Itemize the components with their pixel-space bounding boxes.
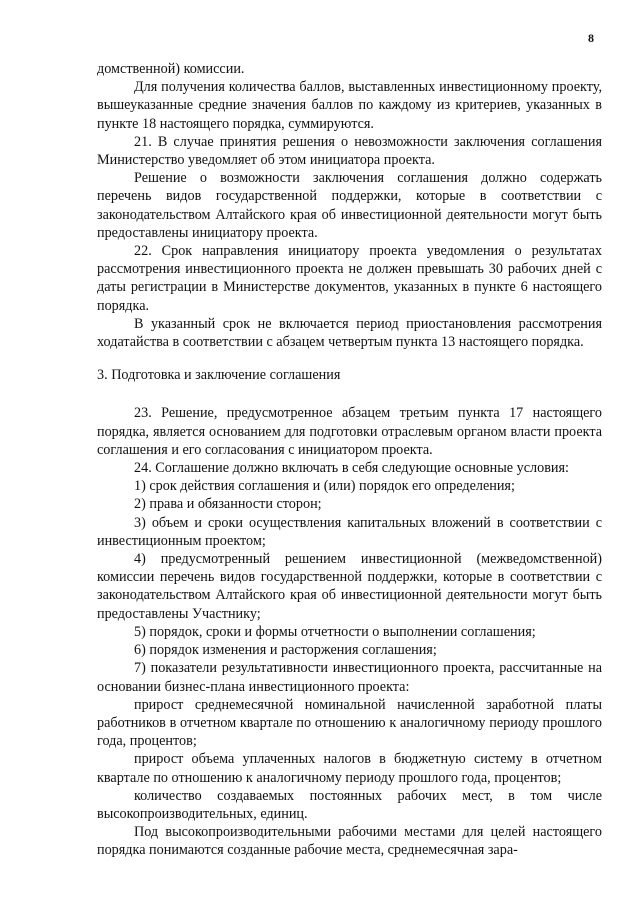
list-item: 2) права и обязанности сторон; (134, 496, 322, 513)
paragraph: 24. Соглашение должно включать в себя следующие основные условия: (134, 460, 569, 477)
list-item: прирост среднемесячной номинальной начисленной заработной платы работников в отчетном квартале по отношению к аналогичному периоду прошлого года, процентов; (97, 696, 602, 750)
page-number: 8 (588, 31, 594, 45)
list-item: 3) объем и сроки осуществления капитальных вложений в соответствии с инвестиционным проектом; (97, 514, 602, 549)
list-item: 6) порядок изменения и расторжения соглашения; (134, 642, 437, 659)
paragraph: 21. В случае принятия решения о невозможности заключения соглашения Министерство уведомляет об этом инициатора проекта. (97, 133, 602, 169)
paragraph: Для получения количества баллов, выставленных инвестиционному проекту, вышеуказанные средние значения баллов по каждому из критериев, указанных в пункте 18 настоящего порядка, суммируются. (97, 79, 602, 132)
list-item: 1) срок действия соглашения и (или) порядок его определения; (134, 478, 515, 495)
paragraph: Под высокопроизводительными рабочими местами для целей настоящего порядка понимаются созданные рабочие места, среднемесячная зара- (97, 824, 602, 859)
list-item: прирост объема уплаченных налогов в бюджетную систему в отчетном квартале по отношению к аналогичному периоду прошлого года, процентов; (97, 751, 602, 786)
paragraph: Решение о возможности заключения соглашения должно содержать перечень видов государственной поддержки, которые в соответствии с законодательством Алтайского края об инвестиционной деятельности могут быть предоставлены инициатору проекта. (97, 170, 602, 241)
list-item: количество создаваемых постоянных рабочих мест, в том числе высокопроизводительных, единиц. (97, 787, 602, 822)
paragraph: В указанный срок не включается период приостановления рассмотрения ходатайства в соответствии с абзацем четвертым пункта 13 настоящего порядка. (97, 315, 602, 351)
paragraph: 22. Срок направления инициатору проекта уведомления о результатах рассмотрения инвестиционного проекта не должен превышать 30 рабочих дней с даты регистрации в Министерстве документов, указанных в пункте 6 настоящего порядка. (97, 243, 602, 314)
paragraph: 23. Решение, предусмотренное абзацем третьим пункта 17 настоящего порядка, является основанием для подготовки отраслевым органом власти проекта соглашения и его согласования с инициатором проекта. (97, 405, 602, 458)
document-body (97, 60, 602, 860)
paragraph: домственной) комиссии. (97, 61, 245, 77)
list-item: 7) показатели результативности инвестиционного проекта, рассчитанные на основании бизнес-плана инвестиционного проекта: (97, 660, 602, 695)
section-heading: 3. Подготовка и заключение соглашения (97, 367, 341, 384)
list-item: 4) предусмотренный решением инвестиционной (межведомственной) комиссии перечень видов государственной поддержки, которые в соответствии с законодательством Алтайского края об инвестиционной деятельности могут быть предоставлены Участнику; (97, 551, 602, 622)
list-item: 5) порядок, сроки и формы отчетности о выполнении соглашения; (134, 623, 536, 640)
